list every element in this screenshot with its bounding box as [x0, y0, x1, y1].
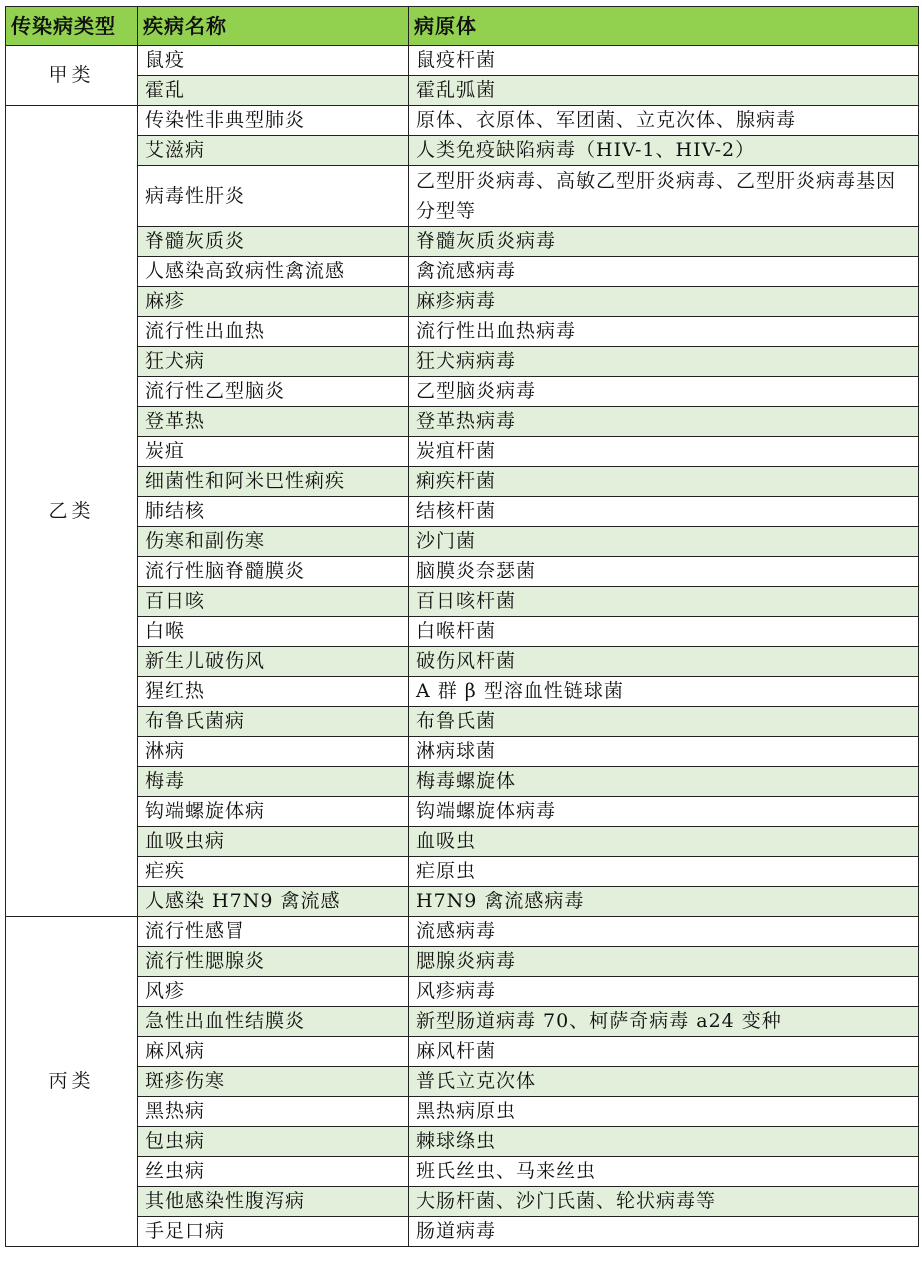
category-cell: 丙类 [6, 917, 138, 1247]
disease-name-cell: 百日咳 [138, 587, 409, 617]
table-row [6, 317, 919, 347]
table-row [6, 1097, 919, 1127]
pathogen-cell: 流行性出血热病毒 [409, 317, 919, 347]
disease-name-cell: 流行性出血热 [138, 317, 409, 347]
disease-name-cell: 传染性非典型肺炎 [138, 106, 409, 136]
table-row [6, 707, 919, 737]
table-row [6, 347, 919, 377]
table-row [6, 497, 919, 527]
table-row [6, 527, 919, 557]
table-row [6, 1187, 919, 1217]
disease-name-cell: 流行性乙型脑炎 [138, 377, 409, 407]
pathogen-cell: 腮腺炎病毒 [409, 947, 919, 977]
table-body [6, 46, 919, 1247]
pathogen-cell: 大肠杆菌、沙门氏菌、轮状病毒等 [409, 1187, 919, 1217]
pathogen-cell: 登革热病毒 [409, 407, 919, 437]
table-row [6, 1217, 919, 1247]
disease-name-cell: 鼠疫 [138, 46, 409, 76]
disease-name-cell: 丝虫病 [138, 1157, 409, 1187]
disease-name-cell: 麻风病 [138, 1037, 409, 1067]
table-row [6, 467, 919, 497]
table-row [6, 46, 919, 76]
pathogen-cell: 棘球绦虫 [409, 1127, 919, 1157]
table-row [6, 557, 919, 587]
table-row [6, 1067, 919, 1097]
table-row [6, 1157, 919, 1187]
pathogen-cell: 钩端螺旋体病毒 [409, 797, 919, 827]
disease-name-cell: 肺结核 [138, 497, 409, 527]
table-row [6, 587, 919, 617]
disease-name-cell: 钩端螺旋体病 [138, 797, 409, 827]
pathogen-cell: 百日咳杆菌 [409, 587, 919, 617]
disease-name-cell: 登革热 [138, 407, 409, 437]
table-row [6, 106, 919, 136]
pathogen-cell: 普氏立克次体 [409, 1067, 919, 1097]
disease-name-cell: 伤寒和副伤寒 [138, 527, 409, 557]
disease-name-cell: 艾滋病 [138, 136, 409, 166]
disease-name-cell: 淋病 [138, 737, 409, 767]
pathogen-cell: 脊髓灰质炎病毒 [409, 227, 919, 257]
disease-name-cell: 流行性脑脊髓膜炎 [138, 557, 409, 587]
table-row [6, 617, 919, 647]
table-row [6, 166, 919, 227]
pathogen-cell: 脑膜炎奈瑟菌 [409, 557, 919, 587]
category-cell: 乙类 [6, 106, 138, 917]
pathogen-cell: 炭疽杆菌 [409, 437, 919, 467]
disease-name-cell: 细菌性和阿米巴性痢疾 [138, 467, 409, 497]
table-row [6, 76, 919, 106]
pathogen-cell: 破伤风杆菌 [409, 647, 919, 677]
pathogen-cell: 狂犬病病毒 [409, 347, 919, 377]
header-row [6, 7, 919, 46]
pathogen-cell: 人类免疫缺陷病毒（HIV-1、HIV-2） [409, 136, 919, 166]
disease-name-cell: 流行性腮腺炎 [138, 947, 409, 977]
pathogen-cell: 痢疾杆菌 [409, 467, 919, 497]
header-category: 传染病类型 [6, 7, 138, 46]
table-row [6, 677, 919, 707]
pathogen-cell: 新型肠道病毒 70、柯萨奇病毒 a24 变种 [409, 1007, 919, 1037]
pathogen-cell: A 群 β 型溶血性链球菌 [409, 677, 919, 707]
table-row [6, 227, 919, 257]
table-row [6, 797, 919, 827]
table-row [6, 1037, 919, 1067]
pathogen-cell: 原体、衣原体、军团菌、立克次体、腺病毒 [409, 106, 919, 136]
table-row [6, 737, 919, 767]
pathogen-cell: 结核杆菌 [409, 497, 919, 527]
table-row [6, 947, 919, 977]
table-row [6, 437, 919, 467]
disease-name-cell: 霍乱 [138, 76, 409, 106]
pathogen-cell: 肠道病毒 [409, 1217, 919, 1247]
pathogen-cell: 梅毒螺旋体 [409, 767, 919, 797]
pathogen-cell: 疟原虫 [409, 857, 919, 887]
disease-name-cell: 布鲁氏菌病 [138, 707, 409, 737]
disease-name-cell: 病毒性肝炎 [138, 166, 409, 227]
header-pathogen: 病原体 [409, 7, 919, 46]
disease-name-cell: 流行性感冒 [138, 917, 409, 947]
disease-name-cell: 疟疾 [138, 857, 409, 887]
disease-name-cell: 手足口病 [138, 1217, 409, 1247]
pathogen-cell: H7N9 禽流感病毒 [409, 887, 919, 917]
table-row [6, 857, 919, 887]
disease-name-cell: 炭疽 [138, 437, 409, 467]
disease-name-cell: 血吸虫病 [138, 827, 409, 857]
pathogen-cell: 风疹病毒 [409, 977, 919, 1007]
table-row [6, 827, 919, 857]
infectious-disease-table [5, 6, 919, 1247]
disease-name-cell: 猩红热 [138, 677, 409, 707]
pathogen-cell: 血吸虫 [409, 827, 919, 857]
pathogen-cell: 乙型脑炎病毒 [409, 377, 919, 407]
disease-name-cell: 其他感染性腹泻病 [138, 1187, 409, 1217]
table-row [6, 257, 919, 287]
pathogen-cell: 白喉杆菌 [409, 617, 919, 647]
disease-name-cell: 斑疹伤寒 [138, 1067, 409, 1097]
table-row [6, 977, 919, 1007]
table-row [6, 287, 919, 317]
table-row [6, 136, 919, 166]
table-row [6, 917, 919, 947]
disease-name-cell: 麻疹 [138, 287, 409, 317]
disease-name-cell: 急性出血性结膜炎 [138, 1007, 409, 1037]
disease-name-cell: 梅毒 [138, 767, 409, 797]
header-disease-name: 疾病名称 [138, 7, 409, 46]
pathogen-cell: 霍乱弧菌 [409, 76, 919, 106]
pathogen-cell: 鼠疫杆菌 [409, 46, 919, 76]
disease-name-cell: 狂犬病 [138, 347, 409, 377]
pathogen-cell: 淋病球菌 [409, 737, 919, 767]
disease-name-cell: 风疹 [138, 977, 409, 1007]
pathogen-cell: 布鲁氏菌 [409, 707, 919, 737]
pathogen-cell: 麻风杆菌 [409, 1037, 919, 1067]
table-row [6, 1127, 919, 1157]
pathogen-cell: 黑热病原虫 [409, 1097, 919, 1127]
disease-name-cell: 新生儿破伤风 [138, 647, 409, 677]
pathogen-cell: 禽流感病毒 [409, 257, 919, 287]
pathogen-cell: 麻疹病毒 [409, 287, 919, 317]
disease-name-cell: 白喉 [138, 617, 409, 647]
table-row [6, 887, 919, 917]
table-row [6, 767, 919, 797]
disease-name-cell: 人感染高致病性禽流感 [138, 257, 409, 287]
category-cell: 甲类 [6, 46, 138, 106]
pathogen-cell: 班氏丝虫、马来丝虫 [409, 1157, 919, 1187]
disease-name-cell: 人感染 H7N9 禽流感 [138, 887, 409, 917]
pathogen-cell: 沙门菌 [409, 527, 919, 557]
disease-name-cell: 包虫病 [138, 1127, 409, 1157]
table-row [6, 647, 919, 677]
disease-name-cell: 脊髓灰质炎 [138, 227, 409, 257]
table-row [6, 377, 919, 407]
pathogen-cell: 乙型肝炎病毒、高敏乙型肝炎病毒、乙型肝炎病毒基因分型等 [409, 166, 919, 227]
pathogen-cell: 流感病毒 [409, 917, 919, 947]
table-row [6, 1007, 919, 1037]
table-row [6, 407, 919, 437]
disease-name-cell: 黑热病 [138, 1097, 409, 1127]
